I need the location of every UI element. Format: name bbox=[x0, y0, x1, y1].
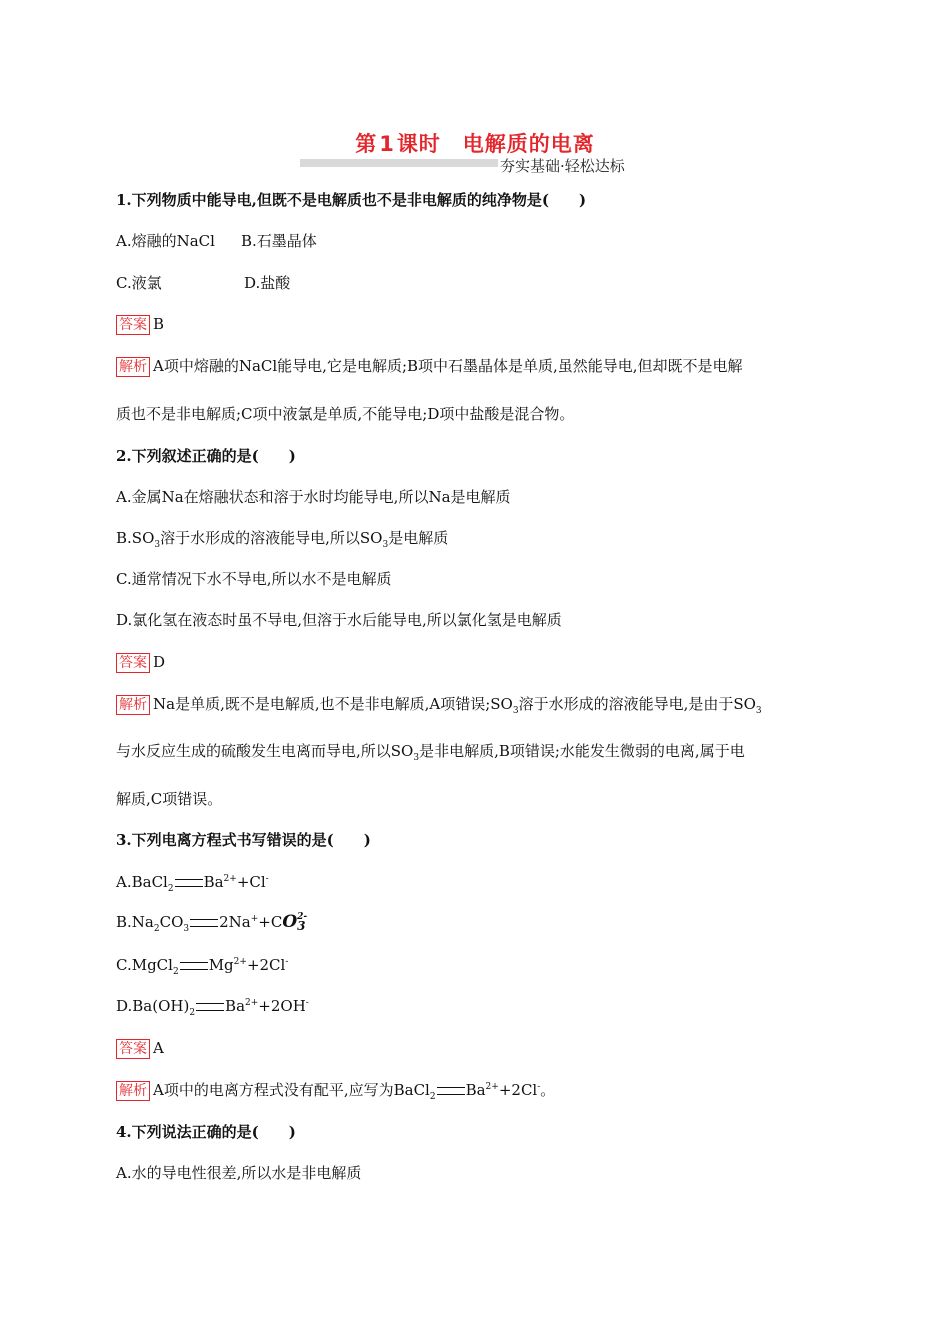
superscript: 2+ bbox=[485, 1082, 499, 1092]
subscript: 2 bbox=[429, 1092, 436, 1102]
title-text: 课时 电解质的电离 bbox=[396, 132, 595, 156]
formula-text: +2OH bbox=[258, 997, 306, 1015]
q1-answer-value: B bbox=[153, 315, 165, 333]
q4-stem: 4.下列说法正确的是( ) bbox=[116, 1123, 296, 1141]
subscript: 2 bbox=[153, 924, 160, 934]
answer-tag: 答案 bbox=[116, 315, 150, 335]
q3-option-d bbox=[116, 996, 309, 1016]
subscript: 2 bbox=[167, 884, 174, 894]
subscript: 3 bbox=[183, 924, 190, 934]
superscript: - bbox=[265, 874, 269, 884]
q2-analysis-line3: 解质,C项错误。 bbox=[116, 790, 223, 808]
q3-option-a bbox=[116, 872, 269, 892]
equals-sign bbox=[437, 1087, 465, 1095]
q2-option-a: A.金属Na在熔融状态和溶于水时均能导电,所以Na是电解质 bbox=[116, 488, 511, 506]
superscript: 2+ bbox=[233, 957, 247, 967]
section-heading: 夯实基础·轻松达标 bbox=[500, 157, 625, 175]
q1-options-ab bbox=[116, 231, 317, 251]
formula-text: C.MgCl bbox=[116, 956, 173, 974]
equals-sign bbox=[196, 1003, 224, 1011]
q2-option-b-part2: 溶于水形成的溶液能导电,所以SO bbox=[160, 529, 383, 547]
q3-answer bbox=[116, 1038, 164, 1059]
formula-text: +2Cl bbox=[498, 1081, 538, 1099]
q2-analysis-text1a: Na是单质,既不是电解质,也不是非电解质,A项错误;SO bbox=[153, 695, 513, 713]
formula-text: 。 bbox=[540, 1081, 556, 1099]
q3-analysis-text: A项中的电离方程式没有配平,应写为BaCl bbox=[153, 1081, 430, 1099]
formula-text: +2Cl bbox=[246, 956, 286, 974]
q1-option-c: C.液氯 bbox=[116, 274, 162, 292]
ion-charge-stack bbox=[297, 913, 307, 933]
superscript: - bbox=[285, 957, 289, 967]
formula-text: 2Na bbox=[219, 913, 251, 931]
q2-analysis-line1 bbox=[116, 694, 762, 715]
superscript: 2+ bbox=[223, 874, 237, 884]
q1-option-a: A.熔融的NaCl bbox=[116, 232, 215, 250]
subscript: 2 bbox=[189, 1008, 196, 1018]
equals-sign bbox=[190, 919, 218, 927]
q3-stem: 3.下列电离方程式书写错误的是( ) bbox=[116, 831, 371, 849]
answer-tag: 答案 bbox=[116, 1039, 150, 1059]
subscript: 3 bbox=[512, 706, 519, 716]
q1-options-cd bbox=[116, 273, 290, 293]
analysis-tag: 解析 bbox=[116, 357, 150, 377]
section-bar bbox=[300, 159, 498, 167]
formula-text: Ba bbox=[225, 997, 246, 1015]
q3-option-b bbox=[116, 912, 307, 933]
q1-option-d: D.盐酸 bbox=[244, 274, 291, 292]
subscript: 3 bbox=[297, 919, 306, 933]
equals-sign bbox=[175, 879, 203, 887]
q1-option-b: B.石墨晶体 bbox=[240, 232, 317, 250]
page-title bbox=[0, 128, 950, 158]
q2-answer bbox=[116, 652, 165, 673]
formula-text: Mg bbox=[208, 956, 234, 974]
q3-answer-value: A bbox=[153, 1039, 164, 1057]
subscript: 3 bbox=[154, 540, 161, 550]
superscript: + bbox=[250, 914, 259, 924]
q2-answer-value: D bbox=[153, 653, 166, 671]
formula-text: +C bbox=[258, 913, 283, 931]
q1-analysis-line2: 质也不是非电解质;C项中液氯是单质,不能导电;D项中盐酸是混合物。 bbox=[116, 405, 575, 423]
formula-text: Ba bbox=[465, 1081, 486, 1099]
q2-option-b bbox=[116, 528, 448, 548]
answer-tag: 答案 bbox=[116, 653, 150, 673]
subscript: 3 bbox=[755, 706, 762, 716]
formula-text: Ba bbox=[203, 873, 224, 891]
q2-option-b-part3: 是电解质 bbox=[388, 529, 449, 547]
q1-analysis-text1: A项中熔融的NaCl能导电,它是电解质;B项中石墨晶体是单质,虽然能导电,但却既不是电解 bbox=[153, 357, 743, 375]
analysis-tag: 解析 bbox=[116, 695, 150, 715]
q4-option-a: A.水的导电性很差,所以水是非电解质 bbox=[116, 1164, 362, 1182]
superscript: - bbox=[305, 998, 309, 1008]
q3-analysis bbox=[116, 1080, 555, 1101]
q1-analysis-line1 bbox=[116, 356, 743, 377]
formula-text: D.Ba(OH) bbox=[116, 997, 190, 1015]
superscript: 2- bbox=[297, 912, 308, 922]
formula-text: B.Na bbox=[116, 913, 154, 931]
q2-option-b-part1: B.SO bbox=[116, 529, 155, 547]
analysis-tag: 解析 bbox=[116, 1081, 150, 1101]
q2-stem: 2.下列叙述正确的是( ) bbox=[116, 447, 296, 465]
subscript: 2 bbox=[172, 967, 179, 977]
q2-analysis-text2a: 与水反应生成的硫酸发生电离而导电,所以SO bbox=[116, 742, 414, 760]
superscript: - bbox=[537, 1082, 541, 1092]
subscript: 3 bbox=[382, 540, 389, 550]
q2-option-c: C.通常情况下水不导电,所以水不是电解质 bbox=[116, 570, 392, 588]
q1-answer bbox=[116, 314, 164, 335]
formula-text: +Cl bbox=[236, 873, 266, 891]
q2-analysis-text2b: 是非电解质,B项错误;水能发生微弱的电离,属于电 bbox=[419, 742, 745, 760]
q2-analysis-text1b: 溶于水形成的溶液能导电,是由于SO bbox=[518, 695, 756, 713]
q2-analysis-line2 bbox=[116, 741, 745, 761]
q3-option-c bbox=[116, 955, 288, 975]
subscript: 3 bbox=[413, 753, 420, 763]
formula-text: A.BaCl bbox=[116, 873, 168, 891]
equals-sign bbox=[180, 962, 208, 970]
formula-text: O bbox=[282, 912, 298, 932]
q1-stem: 1.下列物质中能导电,但既不是电解质也不是非电解质的纯净物是( ) bbox=[116, 191, 587, 209]
title-number: 1 bbox=[379, 132, 395, 156]
superscript: 2+ bbox=[245, 998, 259, 1008]
formula-text: CO bbox=[159, 913, 184, 931]
title-prefix: 第 bbox=[355, 132, 378, 156]
q2-option-d: D.氯化氢在液态时虽不导电,但溶于水后能导电,所以氯化氢是电解质 bbox=[116, 611, 562, 629]
